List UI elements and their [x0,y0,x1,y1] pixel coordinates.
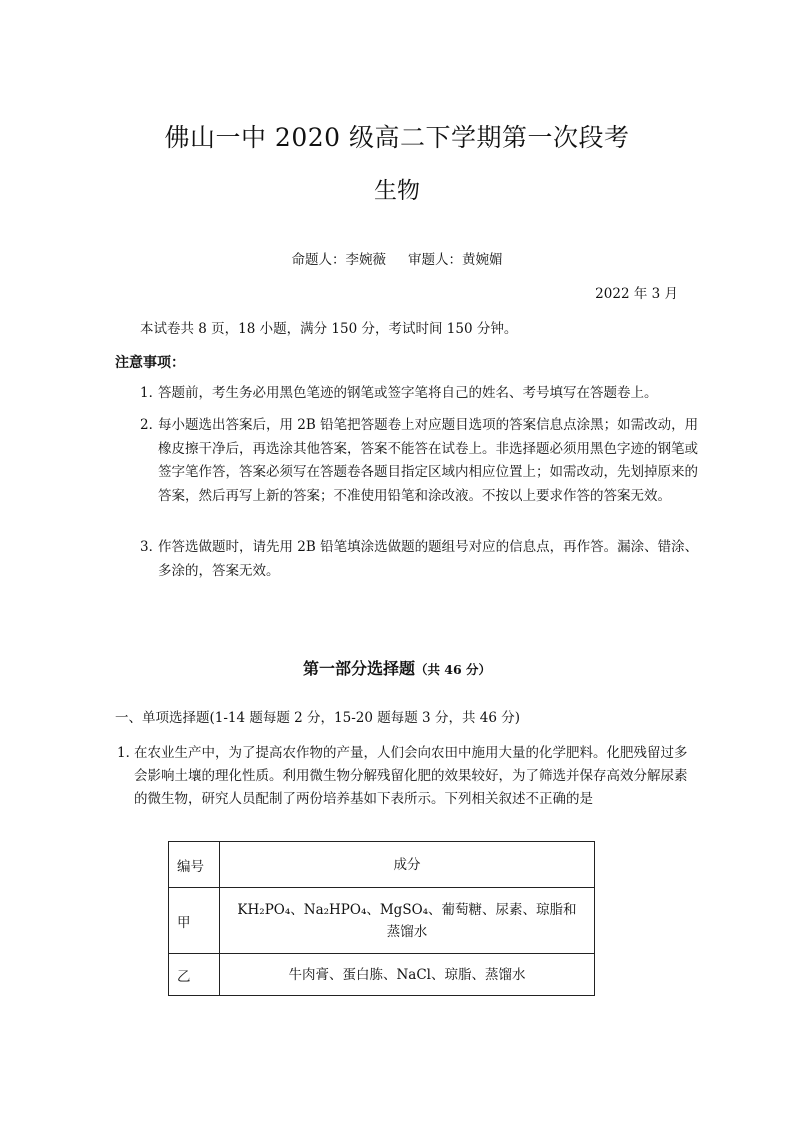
question-number: 1． [117,745,140,761]
notice-item [140,536,700,583]
intro-text: 本试卷共 8 页，18 小题，满分 150 分，考试时间 150 分钟。 [140,321,518,337]
exam-date: 2022 年 3 月 [595,286,678,302]
author-label: 命题人：李婉薇 [291,252,386,268]
section-heading: 一、单项选择题(1-14 题每题 2 分，15-20 题每题 3 分，共 46 分) [115,710,520,726]
table-row [169,954,595,996]
notice-item-number: 2． [140,417,163,433]
table-cell-content: KH₂PO₄、Na₂HPO₄、MgSO₄、葡萄糖、尿素、琼脂和蒸馏水 [220,888,595,954]
table-header-row [169,842,595,888]
notice-item-text: 每小题选出答案后，用 2B 铅笔把答题卷上对应题目选项的答案信息点涂黑；如需改动，用橡皮擦干净后，再选涂其他答案，答案不能答在试卷上。非选择题必须用黑色字迹的钢笔或签字笔作答，答案必须写在答题卷各题目指定区域内相应位置上；如需改动，先划掉原来的答案，然后再写上新的答案；不准使用铅笔和涂改液。不按以上要求作答的答案无效。 [158,417,699,504]
table-header-content: 成分 [220,842,595,888]
table-row [169,888,595,954]
notice-item [140,382,700,406]
table-cell-id: 甲 [169,888,220,954]
table-header-id: 编号 [169,842,220,888]
medium-table [168,841,595,996]
reviewer-label: 审题人：黄婉媚 [408,252,503,268]
notice-item-number: 3． [140,539,163,555]
part-heading [0,656,794,679]
table-cell-id: 乙 [169,954,220,996]
notice-item-text: 作答选做题时，请先用 2B 铅笔填涂选做题的题组号对应的信息点，再作答。漏涂、错涂、多涂的，答案无效。 [158,539,699,579]
notice-item [140,414,700,508]
notice-heading: 注意事项： [115,355,185,371]
authors-line [0,248,794,268]
question-1 [117,742,692,811]
notice-item-number: 1． [140,385,163,401]
exam-title: 佛山一中 2020 级高二下学期第一次段考 [164,123,630,152]
part-title: 第一部分选择题 [302,659,415,678]
question-text: 在农业生产中，为了提高农作物的产量，人们会向农田中施用大量的化学肥料。化肥残留过多会影响土壤的理化性质。利用微生物分解残留化肥的效果较好，为了筛选并保存高效分解尿素的微生物，研究人员配制了两份培养基如下表所示。下列相关叙述不正确的是 [134,745,688,807]
table-cell-content: 牛肉膏、蛋白胨、NaCl、琼脂、蒸馏水 [220,954,595,996]
part-score: （共 46 分） [414,662,492,677]
notice-item-text: 答题前，考生务必用黑色笔迹的钢笔或签字笔将自己的姓名、考号填写在答题卷上。 [158,385,658,401]
exam-subject: 生物 [374,178,420,204]
